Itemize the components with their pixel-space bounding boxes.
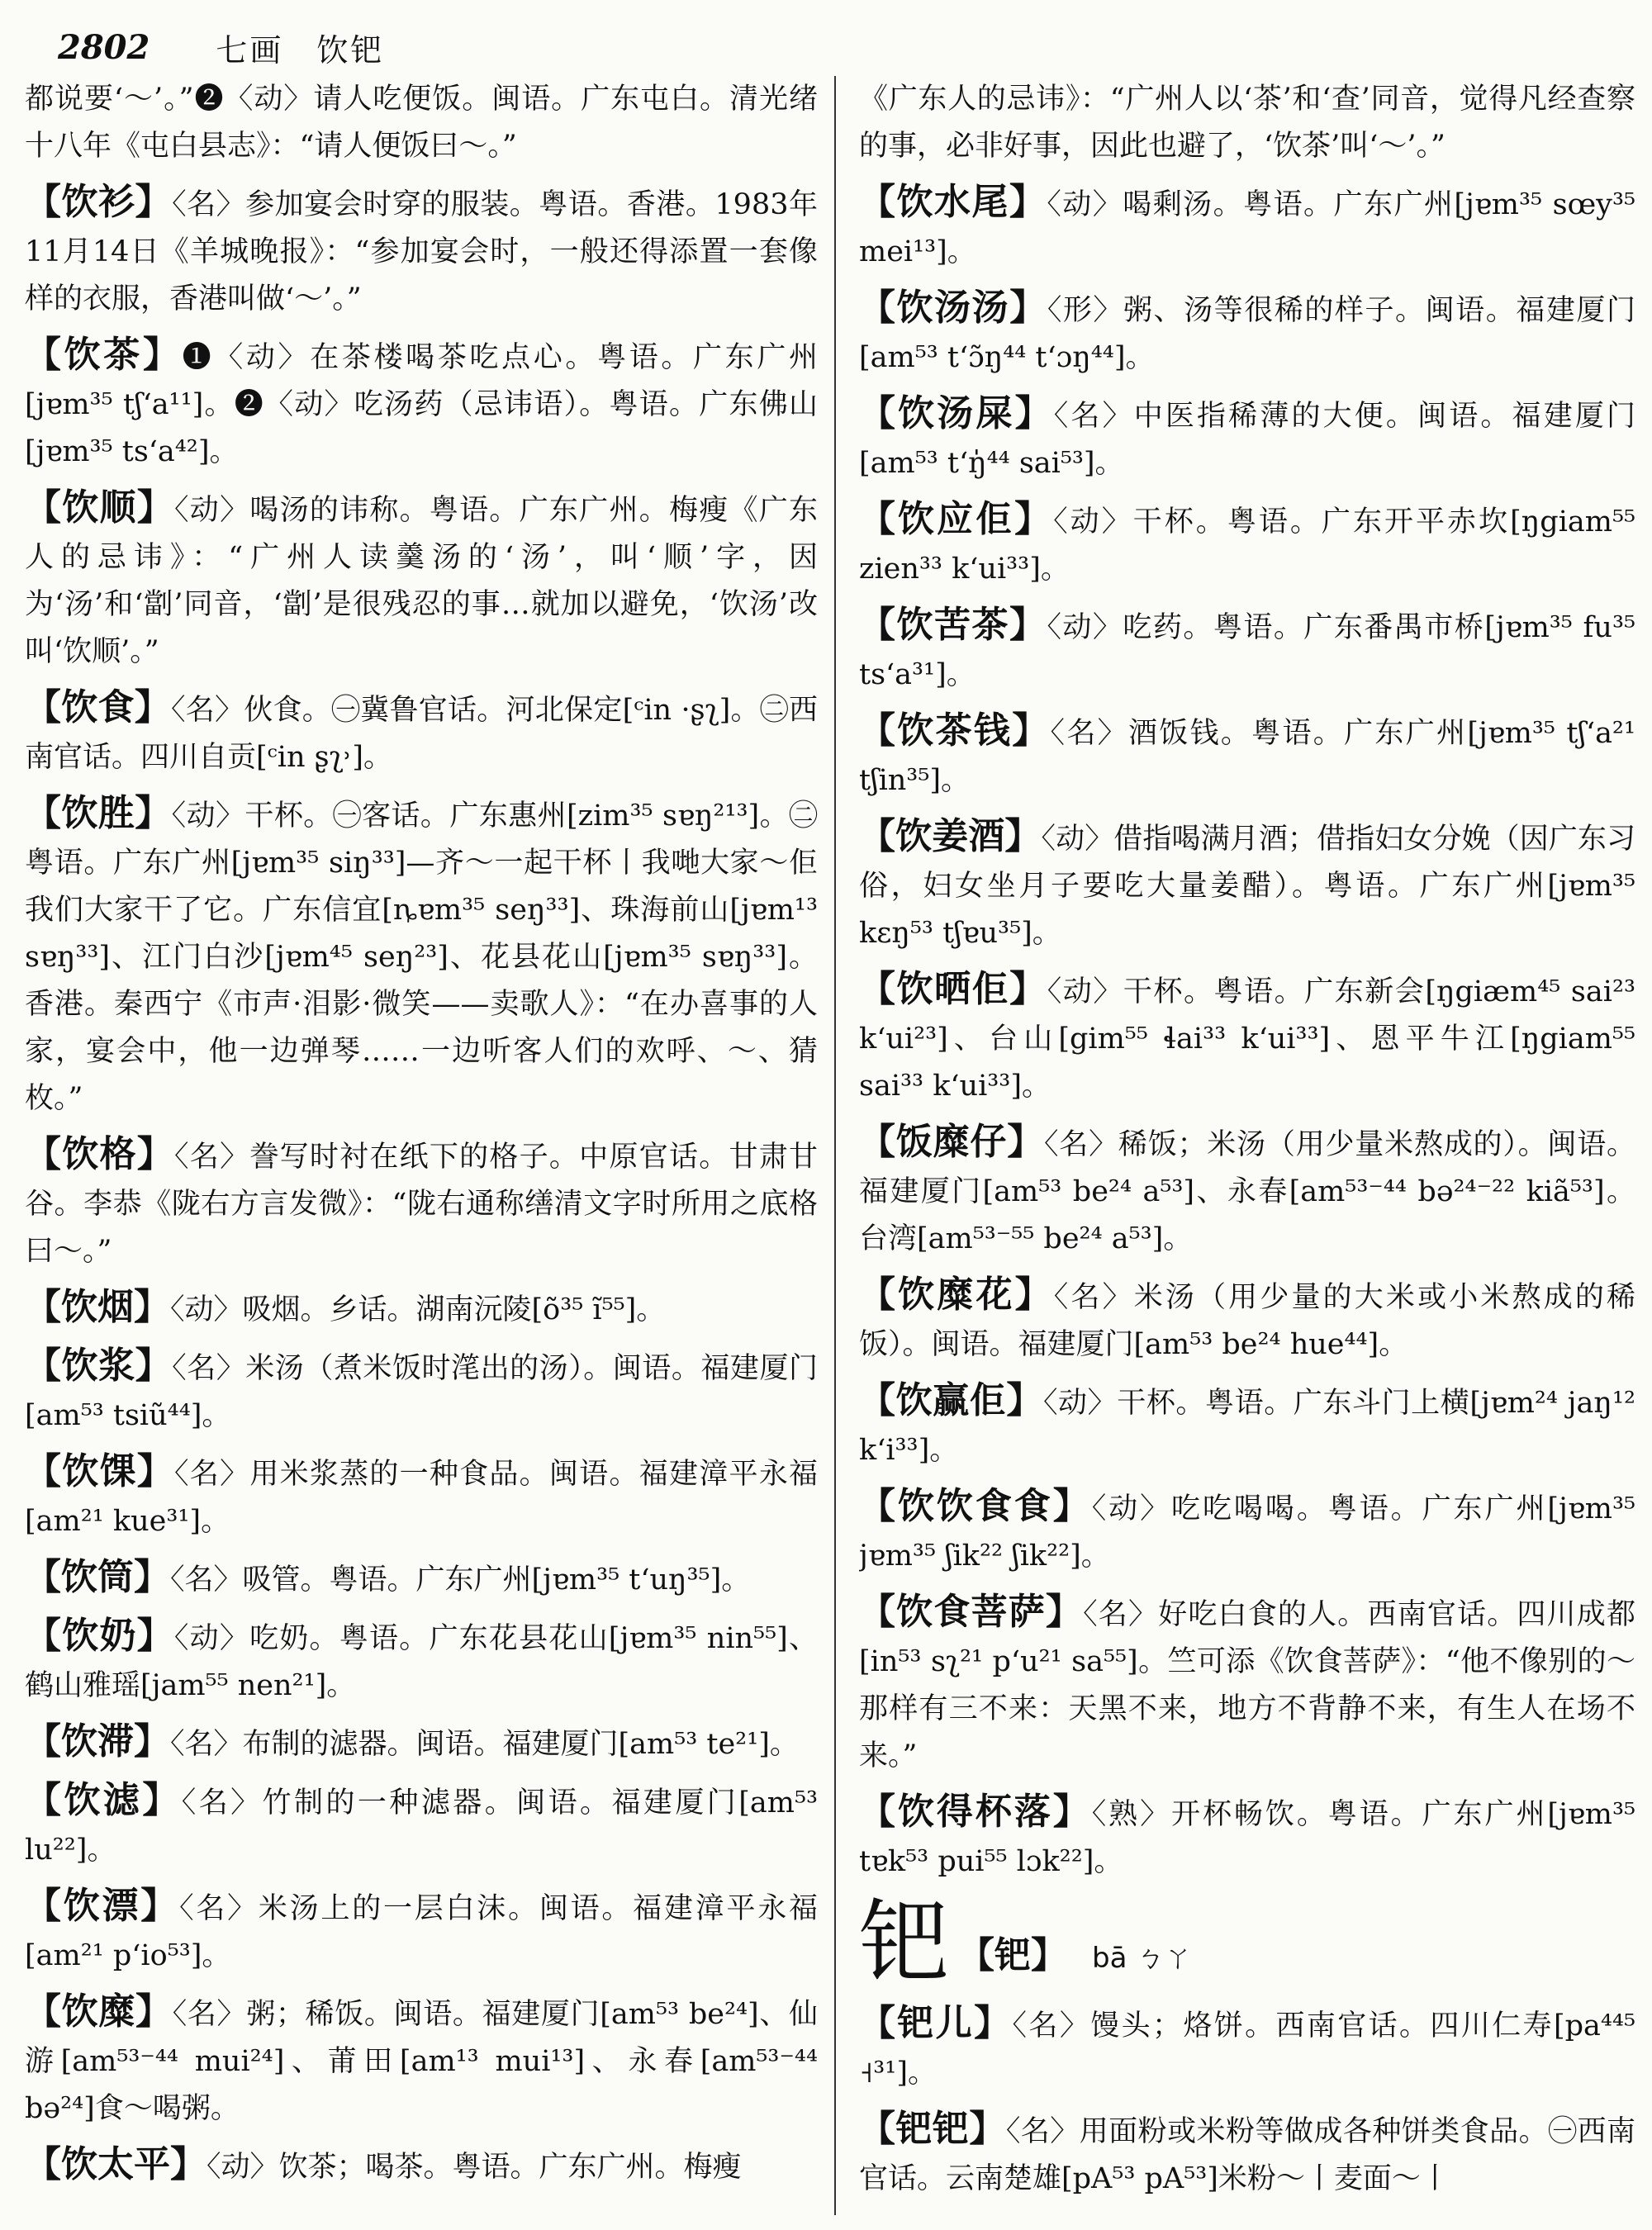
dictionary-entry [859, 2000, 1635, 2097]
entry-headword: 【饮糜花】 [859, 1274, 1054, 1316]
entry-headword: 【饮晒佢】 [859, 968, 1047, 1010]
dictionary-entry [859, 1483, 1635, 1580]
dictionary-entry [859, 390, 1635, 487]
entry-headword: 【饮浆】 [25, 1345, 173, 1387]
entry-definition: 〈动〉干杯。㊀客话。广东惠州[zim³⁵ sɐŋ²¹³]。㊁粤语。广东广州[jɐm³⁵ siŋ³³]—齐～一起干杯丨我哋大家～佢我们大家干了它。广东信宜[ȵɐm³⁵ seŋ³³]、珠海前山[jɐm¹³ sɐŋ³³]、江门白沙[jɐm⁴⁵ seŋ²³]、花县花山[jɐm³⁵ sɐŋ³³]。香港。秦西宁《市声·泪影·微笑——卖歌人》：“在办喜事的人家，宴会中，他一边弹琴……一边听客人们的欢呼、～、猜枚。” [25, 799, 818, 1115]
entry-definition: 〈动〉干杯。粤语。广东斗门上横[jɐm²⁴ jaŋ¹² k‘i³³]。 [859, 1387, 1635, 1467]
entry-definition: 〈名〉馒头；烙饼。西南官话。四川仁寿[pa⁴⁴⁵ ˧³¹]。 [859, 2009, 1635, 2090]
entry-headword: 【饮筒】 [25, 1556, 170, 1598]
entry-headword: 【钯钯】 [859, 2108, 1006, 2150]
entry-definition: 〈名〉用面粉或米粉等做成各种饼类食品。㊀西南官话。云南楚雄[pA⁵³ pA⁵³]米粉～丨麦面～丨 [859, 2115, 1635, 2195]
entry-definition: 〈名〉好吃白食的人。西南官话。四川成都[in⁵³ sʅ²¹ p‘u²¹ sa⁵⁵]。竺可添《饮食菩萨》：“他不像别的～那样有三不来：天黑不来，地方不背静不来，有生人在场不来。” [859, 1598, 1635, 1772]
entry-headword: 【饮茶钱】 [859, 709, 1051, 752]
entry-headword: 【饮胜】 [25, 792, 172, 834]
left-column [25, 76, 818, 2223]
dictionary-entry [25, 1342, 818, 1440]
entry-definition: 〈名〉中医指稀薄的大便。闽语。福建厦门[am⁵³ t‘ŋ̍⁴⁴ sai⁵³]。 [859, 400, 1635, 480]
entry-definition: 〈名〉用米浆蒸的一种食品。闽语。福建漳平永福[am²¹ kue³¹]。 [25, 1458, 818, 1538]
entry-definition: 〈名〉伙食。㊀冀鲁官话。河北保定[ᶜin ·ʂʅ]。㊁西南官话。四川自贡[ᶜin ʂʅ˒]。 [25, 694, 818, 774]
entry-headword: 【饮馃】 [25, 1450, 175, 1492]
character-variant: 【钯】 [958, 1934, 1067, 1976]
dictionary-entry [25, 331, 818, 476]
entry-definition: 〈名〉米汤（煮米饭时滗出的汤）。闽语。福建厦门[am⁵³ tsiũ⁴⁴]。 [25, 1352, 818, 1432]
dictionary-entry [859, 813, 1635, 957]
entry-headword: 【饮赢佢】 [859, 1379, 1043, 1421]
entry-headword: 【饮烟】 [25, 1286, 170, 1328]
entry-headword: 【饮汤屎】 [859, 392, 1054, 434]
dictionary-entry [25, 2141, 818, 2191]
dictionary-entry [25, 1554, 818, 1604]
entry-headword: 【饭糜仔】 [859, 1121, 1044, 1163]
dictionary-entry [859, 707, 1635, 804]
entry-definition: 〈名〉米汤上的一层白沫。闽语。福建漳平永福[am²¹ p‘io⁵³]。 [25, 1892, 818, 1972]
dictionary-entry [859, 1588, 1635, 1780]
head-character: 钯 [859, 1890, 950, 1995]
entry-continuation: 《广东人的忌讳》：“广州人以‘茶’和‘查’同音，觉得凡经查察的事，必非好事，因此也避了，‘饮茶’叫‘～’。” [859, 83, 1635, 163]
entry-headword: 【饮食菩萨】 [859, 1591, 1084, 1633]
column-divider [834, 76, 836, 2215]
dictionary-entry [859, 1788, 1635, 1886]
entry-definition: 〈形〉粥、汤等很稀的样子。闽语。福建厦门[am⁵³ t‘ɔ̃ŋ⁴⁴ t‘ɔŋ⁴⁴]。 [859, 294, 1635, 374]
dictionary-entry [25, 1448, 818, 1545]
entry-headword: 【饮食】 [25, 686, 172, 728]
dictionary-entry [25, 1131, 818, 1275]
dictionary-entry [25, 684, 818, 781]
entry-definition: 〈动〉借指喝满月酒；借指妇女分娩（因广东习俗，妇女坐月子要吃大量姜醋）。粤语。广东广州[jɐm³⁵ kɛŋ⁵³ tʃɐu³⁵]。 [859, 823, 1635, 950]
dictionary-entry [859, 966, 1635, 1110]
dictionary-entry [25, 1612, 818, 1710]
dictionary-entry [859, 1118, 1635, 1263]
entry-headword: 【饮衫】 [25, 181, 173, 223]
entry-definition: 〈动〉干杯。粤语。广东开平赤坎[ŋgiam⁵⁵ zien³³ k‘ui³³]。 [859, 505, 1635, 586]
entry-definition: 〈名〉米汤（用少量的大米或小米熬成的稀饭）。闽语。福建厦门[am⁵³ be²⁴ hue⁴⁴]。 [859, 1281, 1635, 1361]
entry-headword: 【饮太平】 [25, 2143, 206, 2185]
dictionary-entry [859, 1271, 1635, 1369]
entry-definition: 〈动〉吃奶。粤语。广东花县花山[jɐm³⁵ nin⁵⁵]、鹤山雅瑶[jam⁵⁵ nen²¹]。 [25, 1622, 818, 1702]
entry-definition: 〈动〉饮茶；喝茶。粤语。广东广州。梅瘦 [206, 2151, 742, 2184]
entry-definition: 〈名〉稀饭；米汤（用少量米熬成的）。闽语。福建厦门[am⁵³ be²⁴ a⁵³]、永春[am⁵³⁻⁴⁴ bə²⁴⁻²² kiã⁵³]。台湾[am⁵³⁻⁵⁵ be²⁴ a⁵³]。 [859, 1128, 1635, 1255]
entry-definition: 〈名〉酒饭钱。粤语。广东广州[jɐm³⁵ tʃ‘a²¹ tʃin³⁵]。 [859, 717, 1635, 797]
dictionary-entry [859, 601, 1635, 699]
entry-definition: 〈动〉吃吃喝喝。粤语。广东广州[jɐm³⁵ jɐm³⁵ ʃik²² ʃik²²]。 [859, 1492, 1635, 1573]
dictionary-entry [25, 790, 818, 1122]
character-pronunciation: bā ㄅㄚ [1092, 1942, 1193, 1975]
entry-definition: 〈动〉干杯。粤语。广东新会[ŋgiæm⁴⁵ sai²³ k‘ui²³]、台山[gim⁵⁵ ɬai³³ k‘ui³³]、恩平牛江[ŋgiam⁵⁵ sai³³ k‘ui³³]。 [859, 975, 1635, 1103]
right-column [859, 76, 1635, 2223]
dictionary-entry [25, 1283, 818, 1334]
dictionary-entry [25, 1988, 818, 2133]
dictionary-entry [25, 1882, 818, 1980]
entry-headword: 【饮滤】 [25, 1779, 182, 1821]
entry-headword: 【饮漂】 [25, 1885, 180, 1927]
entry-definition: 〈名〉吸管。粤语。广东广州[jɐm³⁵ t‘uŋ³⁵]。 [170, 1563, 751, 1597]
entry-headword: 【饮姜酒】 [859, 815, 1042, 857]
dictionary-entry [25, 1718, 818, 1768]
page-number: 2802 [58, 27, 150, 67]
entry-definition: 〈动〉吸烟。乡话。湖南沅陵[õ³⁵ ĩ⁵⁵]。 [170, 1293, 666, 1326]
dictionary-entry [859, 178, 1635, 276]
entry-headword: 【饮应佢】 [859, 498, 1054, 540]
dictionary-entry [859, 284, 1635, 382]
entry-definition: 〈名〉竹制的一种滤器。闽语。福建厦门[am⁵³ lu²²]。 [25, 1786, 818, 1867]
entry-headword: 【饮饮食食】 [859, 1485, 1092, 1527]
header-keyword: 饮钯 [316, 31, 385, 69]
entry-definition: 〈名〉粥；稀饭。闽语。福建厦门[am⁵³ be²⁴]、仙游[am⁵³⁻⁴⁴ mui²⁴]、莆田[am¹³ mui¹³]、永春[am⁵³⁻⁴⁴ bə²⁴]食～喝粥。 [25, 1998, 818, 2125]
entry-headword: 【饮顺】 [25, 486, 175, 529]
entry-headword: 【饮奶】 [25, 1615, 174, 1657]
dictionary-entry [859, 1377, 1635, 1474]
entry-headword: 【饮糜】 [25, 1990, 173, 2033]
dictionary-entry [859, 2105, 1635, 2203]
entry-headword: 【饮苦茶】 [859, 604, 1047, 646]
entry-headword: 【饮茶】 [25, 334, 183, 376]
character-heading [859, 1890, 1635, 1995]
entry-definition: 〈名〉参加宴会时穿的服装。粤语。香港。1983年11月14日《羊城晚报》：“参加宴会时，一般还得添置一套像样的衣服，香港叫做‘～’。” [25, 188, 818, 316]
page-header [58, 18, 384, 76]
entry-definition: 〈名〉布制的滤器。闽语。福建厦门[am⁵³ te²¹]。 [170, 1728, 799, 1761]
entry-definition: 〈熟〉开杯畅饮。粤语。广东广州[jɐm³⁵ tɐk⁵³ pui⁵⁵ lɔk²²]。 [859, 1798, 1635, 1878]
entry-definition: 〈名〉誊写时衬在纸下的格子。中原官话。甘肃甘谷。李恭《陇右方言发微》：“陇右通称缮清文字时所用之底格曰～。” [25, 1141, 818, 1268]
entry-headword: 【钯儿】 [859, 2002, 1013, 2044]
dictionary-entry [25, 484, 818, 676]
entry-definition: ❶〈动〉在茶楼喝茶吃点心。粤语。广东广州[jɐm³⁵ tʃ‘a¹¹]。❷〈动〉吃汤药（忌讳语）。粤语。广东佛山[jɐm³⁵ ts‘a⁴²]。 [25, 341, 818, 468]
dictionary-entry [25, 1777, 818, 1874]
entry-headword: 【饮格】 [25, 1133, 175, 1175]
dictionary-entry [859, 496, 1635, 593]
section-label: 七画 [216, 31, 284, 69]
entry-definition: 〈动〉吃药。粤语。广东番禺市桥[jɐm³⁵ fu³⁵ ts‘a³¹]。 [859, 611, 1635, 691]
entry-continuation: 都说要‘～’。”❷〈动〉请人吃便饭。闽语。广东屯白。清光绪十八年《屯白县志》：“请人便饭曰～。” [25, 83, 818, 163]
dictionary-entry [25, 178, 818, 323]
entry-headword: 【饮得杯落】 [859, 1791, 1092, 1833]
entry-definition: 〈动〉喝剩汤。粤语。广东广州[jɐm³⁵ sœy³⁵ mei¹³]。 [859, 188, 1635, 268]
entry-headword: 【饮滞】 [25, 1720, 170, 1763]
entry-definition: 〈动〉喝汤的讳称。粤语。广东广州。梅瘦《广东人的忌讳》：“广州人读羹汤的‘汤’，叫‘顺’字，因为‘汤’和‘劏’同音，‘劏’是很残忍的事…就加以避免，‘饮汤’改叫‘饮顺’。” [25, 494, 818, 668]
entry-headword: 【饮水尾】 [859, 181, 1047, 223]
entry-headword: 【饮汤汤】 [859, 287, 1047, 329]
